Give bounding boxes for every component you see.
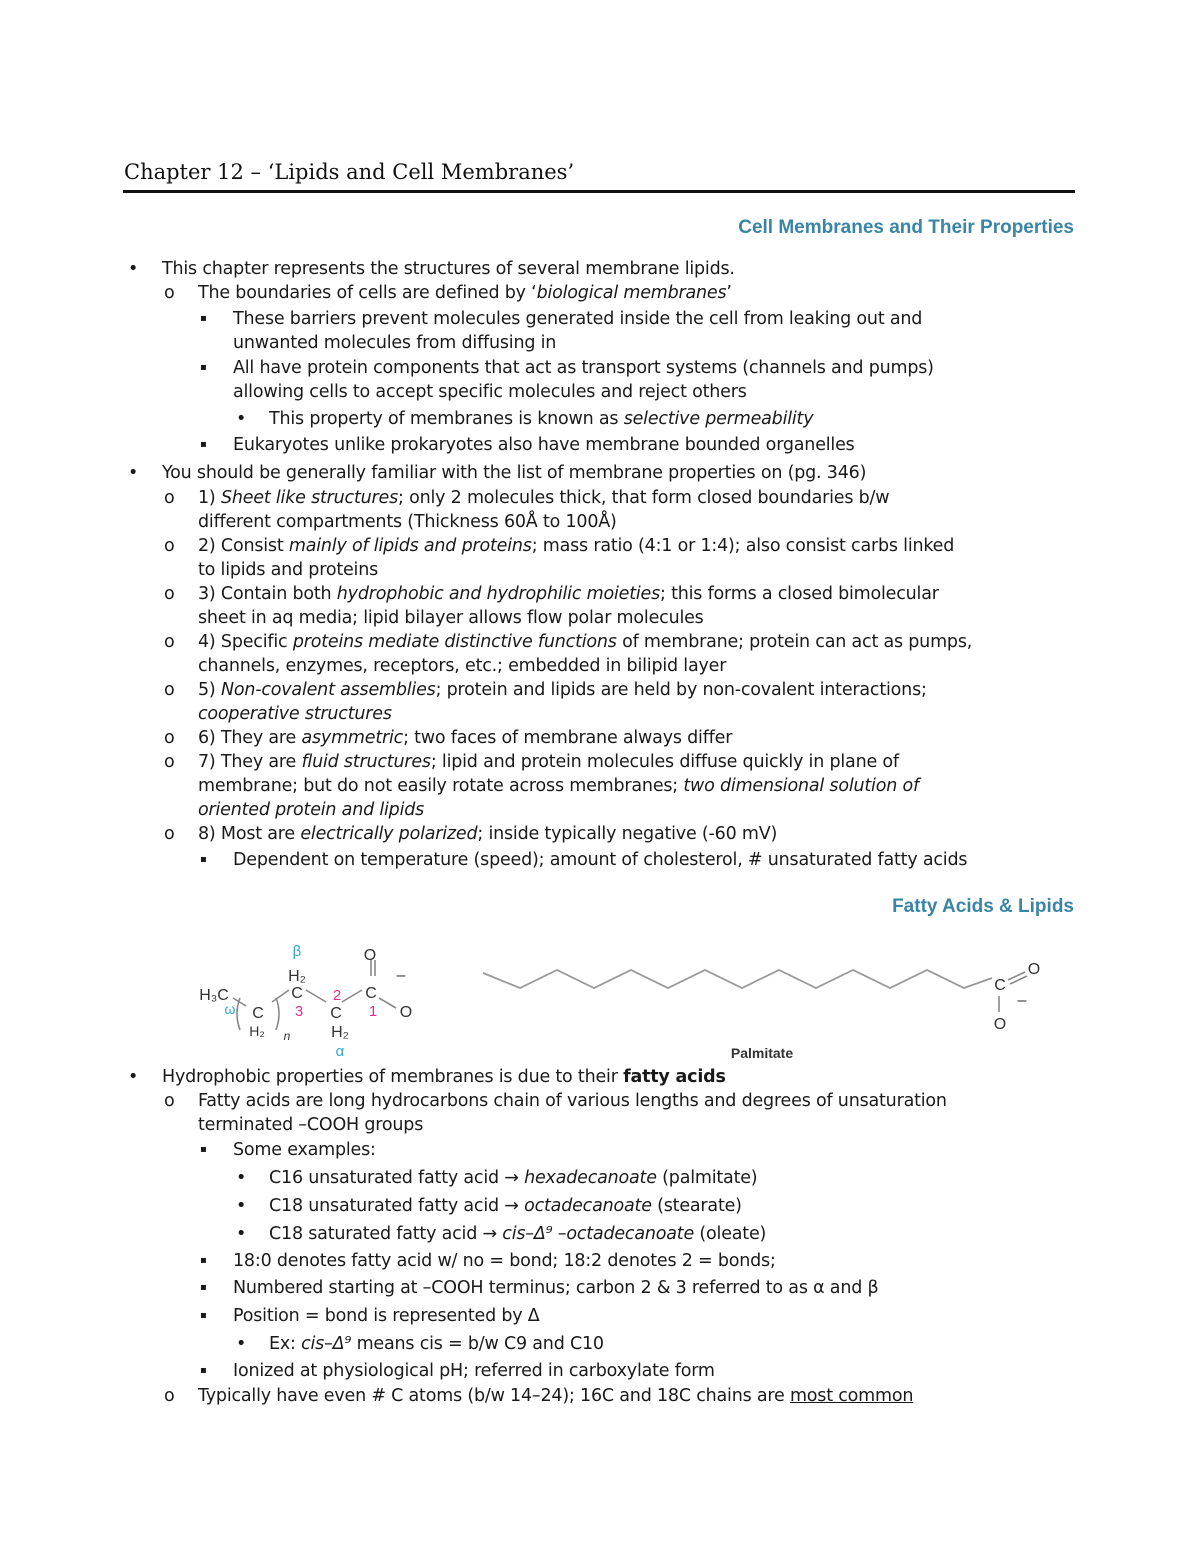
bullet-circle: o [164,1386,175,1406]
oxygen-label: O [993,1016,1007,1033]
alpha-label: α [335,1043,345,1060]
list-item: The boundaries of cells are defined by ‘biological membranes’ [198,283,732,303]
list-item-continued: to lipids and proteins [198,560,379,580]
carbon-number-2: 2 [332,987,342,1004]
omega-label: ω [224,1001,236,1017]
carbon-label: C [291,985,303,1002]
carbon-label: C [330,1005,342,1022]
list-item: 5) Non-covalent assemblies; protein and lipids are held by non-covalent interactions; [198,680,927,700]
list-item: 2) Consist mainly of lipids and proteins; mass ratio (4:1 or 1:4); also consist carbs linked [198,536,955,556]
list-item: 3) Contain both hydrophobic and hydrophilic moieties; this forms a closed bimolecular [198,584,939,604]
section-heading-fatty-acids: Fatty Acids & Lipids [892,896,1074,917]
bullet-disc: • [236,409,247,429]
carbon-number-3: 3 [294,1003,304,1020]
list-item-continued: oriented protein and lipids [198,800,425,820]
list-item: Dependent on temperature (speed); amount of cholesterol, # unsaturated fatty acids [233,850,968,870]
list-item-continued: terminated –COOH groups [198,1115,424,1135]
list-item-continued: sheet in aq media; lipid bilayer allows flow polar molecules [198,608,704,628]
palmitate-caption: Palmitate [730,1045,794,1061]
bullet-disc: • [236,1168,247,1188]
list-item: Hydrophobic properties of membranes is due to their fatty acids [162,1067,726,1087]
list-item: This chapter represents the structures of several membrane lipids. [162,259,735,279]
bullet-circle: o [164,536,175,556]
carbon-label: C [252,1005,264,1022]
bullet-square: ▪ [200,1310,207,1321]
oxygen-label: O [399,1004,413,1021]
bullet-circle: o [164,728,175,748]
h2-label: H₂ [331,1024,349,1041]
bullet-square: ▪ [200,1255,207,1266]
carbon-label: C [994,977,1006,994]
bullet-square: ▪ [200,362,207,373]
list-item: Ex: cis–Δ⁹ means cis = b/w C9 and C10 [269,1334,604,1354]
bullet-square: ▪ [200,854,207,865]
carbon-number-1: 1 [368,1003,378,1020]
h2-label: H₂ [288,968,306,985]
methyl-label: H₃C [199,987,229,1004]
list-item-continued: channels, enzymes, receptors, etc.; embedded in bilipid layer [198,656,727,676]
chapter-title: Chapter 12 – ‘Lipids and Cell Membranes’ [124,160,575,184]
list-item: 6) They are asymmetric; two faces of membrane always differ [198,728,733,748]
list-item: Ionized at physiological pH; referred in carboxylate form [233,1361,715,1381]
list-item: These barriers prevent molecules generated inside the cell from leaking out and [233,309,923,329]
bullet-circle: o [164,632,175,652]
bullet-circle: o [164,488,175,508]
list-item: 18:0 denotes fatty acid w/ no = bond; 18:2 denotes 2 = bonds; [233,1251,776,1271]
bullet-circle: o [164,584,175,604]
bullet-disc: • [236,1334,247,1354]
list-item: C16 unsaturated fatty acid → hexadecanoate (palmitate) [269,1168,758,1188]
bullet-disc: • [236,1224,247,1244]
charge-label: – [1017,992,1027,1009]
bullet-square: ▪ [200,313,207,324]
list-item: 8) Most are electrically polarized; inside typically negative (-60 mV) [198,824,778,844]
bullet-square: ▪ [200,1282,207,1293]
repeat-n-label: n [283,1029,291,1043]
title-rule [123,190,1075,193]
list-item: Position = bond is represented by Δ [233,1306,540,1326]
fatty-acid-structure-diagram [190,938,430,1060]
list-item: Eukaryotes unlike prokaryotes also have membrane bounded organelles [233,435,855,455]
list-item: 7) They are fluid structures; lipid and protein molecules diffuse quickly in plane of [198,752,899,772]
bullet-circle: o [164,824,175,844]
list-item-continued: unwanted molecules from diffusing in [233,333,557,353]
bullet-circle: o [164,680,175,700]
list-item: C18 unsaturated fatty acid → octadecanoate (stearate) [269,1196,742,1216]
charge-label: – [396,967,406,984]
bullet-square: ▪ [200,1144,207,1155]
list-item: Numbered starting at –COOH terminus; carbon 2 & 3 referred to as α and β [233,1278,879,1298]
list-item: This property of membranes is known as selective permeability [269,409,814,429]
bullet-circle: o [164,752,175,772]
list-item: All have protein components that act as transport systems (channels and pumps) [233,358,934,378]
list-item: 4) Specific proteins mediate distinctive functions of membrane; protein can act as pumps, [198,632,973,652]
oxygen-label: O [1027,961,1041,978]
list-item: Fatty acids are long hydrocarbons chain of various lengths and degrees of unsaturation [198,1091,947,1111]
list-item-continued: cooperative structures [198,704,392,724]
list-item: 1) Sheet like structures; only 2 molecules thick, that form closed boundaries b/w [198,488,890,508]
bullet-square: ▪ [200,439,207,450]
bullet-circle: o [164,1091,175,1111]
bullet-disc: • [128,1067,139,1087]
oxygen-label: O [363,947,377,964]
list-item-continued: different compartments (Thickness 60Å to 100Å) [198,512,617,532]
list-item: C18 saturated fatty acid → cis–Δ⁹ –octadecanoate (oleate) [269,1224,767,1244]
list-item: Typically have even # C atoms (b/w 14–24); 16C and 18C chains are most common [198,1386,914,1406]
list-item-continued: membrane; but do not easily rotate across membranes; two dimensional solution of [198,776,919,796]
bullet-square: ▪ [200,1365,207,1376]
h2-label: H₂ [249,1023,265,1039]
bullet-disc: • [236,1196,247,1216]
bullet-disc: • [128,259,139,279]
section-heading-membranes: Cell Membranes and Their Properties [738,217,1074,238]
palmitate-structure-diagram [480,950,1060,1065]
list-item-continued: allowing cells to accept specific molecules and reject others [233,382,747,402]
bullet-disc: • [128,463,139,483]
list-item: Some examples: [233,1140,376,1160]
beta-label: β [292,943,302,960]
carbon-label: C [365,985,377,1002]
list-item: You should be generally familiar with the list of membrane properties on (pg. 346) [162,463,867,483]
bullet-circle: o [164,283,175,303]
